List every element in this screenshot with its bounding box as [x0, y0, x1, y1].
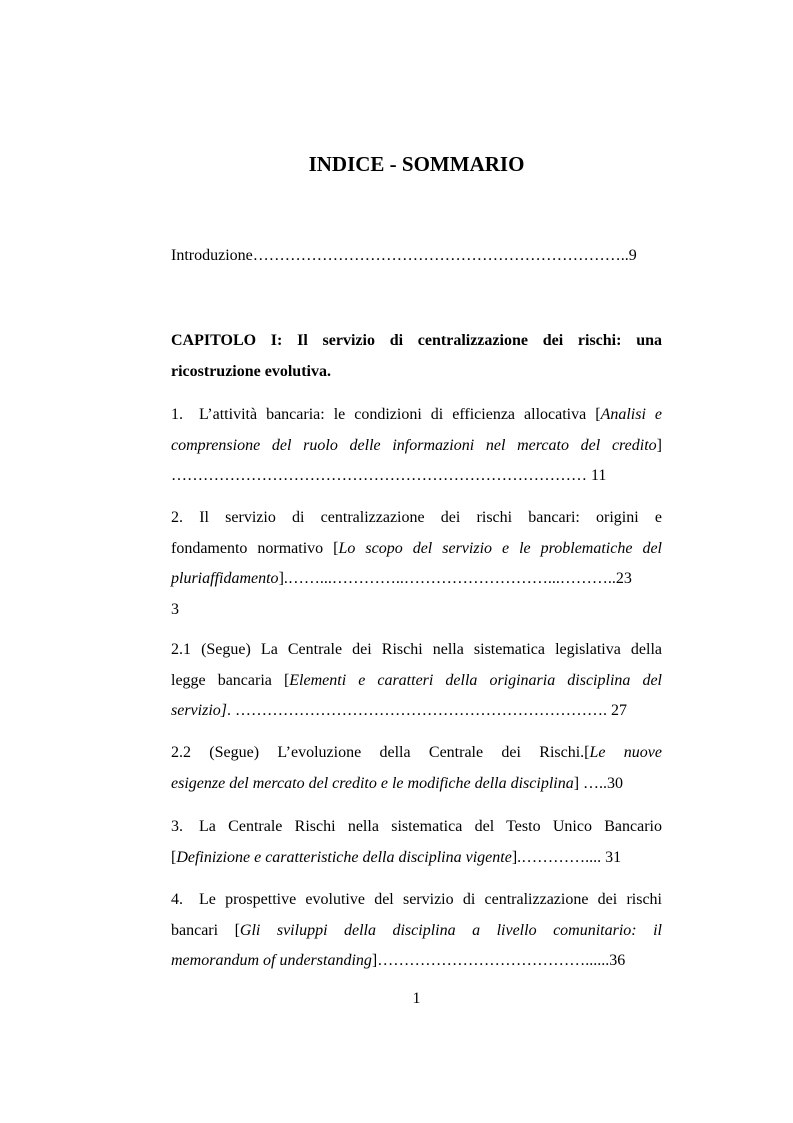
toc-entry-introduzione[interactable]	[171, 241, 662, 272]
page-ref: 30	[607, 774, 624, 792]
page-ref: 23	[615, 570, 632, 587]
entry-number: 1.	[171, 406, 183, 423]
toc-entry-3[interactable]	[171, 812, 662, 873]
entry-line-1: 3. La Centrale Rischi nella sistematica del Testo Unico Bancario	[171, 818, 662, 835]
toc-entry-2-2[interactable]	[171, 738, 662, 799]
dot-leader: ] …..	[573, 774, 608, 792]
toc-entry-2[interactable]	[171, 503, 662, 625]
entry-line-2: [Definizione e caratteristiche della disciplina vigente].………….... 31	[171, 848, 622, 866]
entry-number: 3.	[171, 818, 183, 835]
entry-line-1: 2.1 (Segue) La Centrale dei Rischi nella sistematica legislativa della	[171, 641, 662, 658]
dot-leader: ]…………………………………......	[371, 952, 610, 969]
dot-leader: ].……...…………..………………………...………..	[278, 570, 616, 587]
toc-entry-4[interactable]	[171, 885, 662, 977]
entry-line-2: bancari [Gli sviluppi della disciplina a livello comunitario: il	[171, 921, 662, 939]
entry-line-1: 2.2 (Segue) L’evoluzione della Centrale dei Rischi.[Le nuove	[171, 744, 663, 761]
entry-label: Introduzione	[171, 247, 253, 264]
dot-leader: ……………………………………………………………………	[171, 467, 591, 484]
page-number: 1	[412, 990, 421, 1007]
entry-line-2: comprensione del ruolo delle informazioni nel mercato del credito]	[171, 436, 662, 454]
chapter-line-1: CAPITOLO I: Il servizio di centralizzazione dei rischi: una	[171, 332, 662, 349]
entry-line-1: 1. L’attività bancaria: le condizioni di efficienza allocativa [Analisi e	[171, 406, 663, 423]
chapter-heading	[171, 326, 662, 387]
entry-line-3	[171, 461, 662, 492]
toc-entry-1[interactable]	[171, 400, 662, 492]
dot-leader: ].…………....	[511, 848, 606, 866]
page-ref: 31	[605, 848, 622, 866]
dot-leader: . …………………………………………………………….	[227, 702, 611, 719]
dot-leader: ……………………………………………………………..	[252, 247, 629, 264]
entry-number: 4.	[171, 891, 183, 908]
entry-line-1: 2. Il servizio di centralizzazione dei rischi bancari: origini e	[171, 509, 662, 526]
page-ref: 11	[591, 467, 607, 484]
page-title: INDICE - SOMMARIO	[308, 152, 525, 176]
entry-line-2: legge bancaria [Elementi e caratteri della originaria disciplina del	[171, 671, 662, 689]
toc-entry-2-1[interactable]	[171, 635, 662, 727]
entry-line-2: esigenze del mercato del credito e le modifiche della disciplina] …..30	[171, 774, 624, 792]
entry-line-3: servizio]. ……………………………………………………………. 27	[171, 702, 627, 719]
entry-line-1: 4. Le prospettive evolutive del servizio di centralizzazione dei rischi	[171, 891, 662, 908]
page-ref: 27	[611, 702, 627, 719]
page-ref: 36	[609, 952, 626, 969]
entry-line-2: fondamento normativo [Lo scopo del servizio e le problematiche del	[171, 539, 662, 557]
stray-digit: 3	[171, 600, 179, 618]
page-ref: 9	[628, 247, 637, 264]
entry-line-3: memorandum of understanding]…………………………………......36	[171, 952, 626, 969]
entry-line-3: pluriaffidamento].……...…………..………………………...………..23	[171, 570, 632, 587]
chapter-line-2: ricostruzione evolutiva.	[171, 362, 331, 380]
